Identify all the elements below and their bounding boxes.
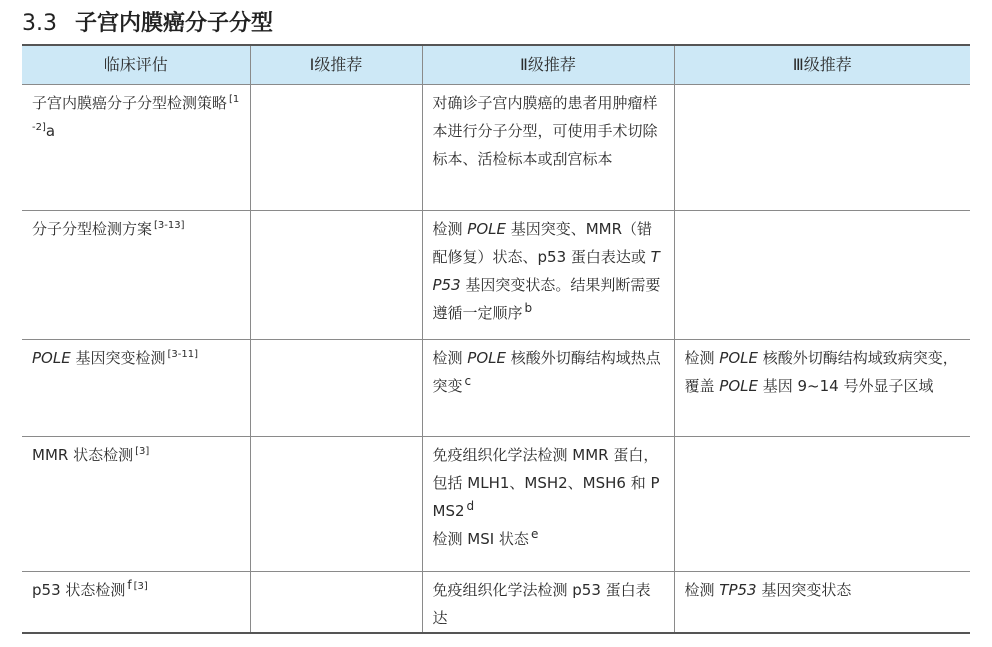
table-row [22,211,970,340]
footnote-mark: f [127,578,132,592]
level3-cell [674,437,970,572]
reference-mark: [3] [135,446,150,457]
footnote-mark: b [524,301,533,315]
section-number: 3.3 [22,11,57,36]
footnote-mark: c [464,374,472,388]
assessment-cell: POLE 基因突变检测 [3-11] [22,340,250,437]
level2-cell: 检测 POLE 核酸外切酶结构域热点突变 $^c$ [422,340,674,437]
level3-cell [674,211,970,340]
header-level-3: Ⅲ级推荐 [674,45,970,85]
assessment-cell: 子宫内膜癌分子分型检测策略 [1-2]a [22,85,250,211]
level3-cell: 检测 TP53 基因突变状态 [674,572,970,634]
section-heading [22,9,273,39]
footnote-mark: a [45,122,56,140]
table-row [22,340,970,437]
reference-mark: [3-13] [154,220,185,231]
footnote-mark: e [530,527,539,541]
footnote-mark: d [466,499,475,513]
reference-mark: [3-11] [167,349,198,360]
header-level-2: Ⅱ级推荐 [422,45,674,85]
level1-cell [250,572,422,634]
section-title: 子宫内膜癌分子分型 [75,11,274,36]
level1-cell [250,85,422,211]
level2-cell: 免疫组织化学法检测 MMR 蛋白，包括 MLH1、MSH2、MSH6 和 PMS2 $^d$ 检测 MSI 状态 $^e$ [422,437,674,572]
level1-cell [250,211,422,340]
table-row [22,437,970,572]
assessment-cell: MMR 状态检测 [3] [22,437,250,572]
assessment-cell: p53 状态检测 $^f$ [3] [22,572,250,634]
assessment-cell: 分子分型检测方案 [3-13] [22,211,250,340]
level1-cell [250,340,422,437]
level3-cell: 检测 POLE 核酸外切酶结构域致病突变，覆盖 POLE 基因 9~14 号外显子区域 [674,340,970,437]
table-header-row [22,45,970,85]
level1-cell [250,437,422,572]
table-row [22,572,970,634]
table-row [22,85,970,211]
level2-cell: 对确诊子宫内膜癌的患者用肿瘤样本进行分子分型，可使用手术切除标本、活检标本或刮宫标本 [422,85,674,211]
level2-cell: 免疫组织化学法检测 p53 蛋白表达 [422,572,674,634]
reference-mark: [1-2] [32,94,240,133]
level3-cell [674,85,970,211]
reference-mark: [3] [133,581,148,592]
header-level-1: Ⅰ级推荐 [250,45,422,85]
level2-cell: 检测 POLE 基因突变、MMR（错配修复）状态、p53 蛋白表达或 TP53 基因突变状态。结果判断需要遵循一定顺序 $^b$ [422,211,674,340]
recommendation-table [22,44,970,634]
header-clinical-assessment: 临床评估 [22,45,250,85]
